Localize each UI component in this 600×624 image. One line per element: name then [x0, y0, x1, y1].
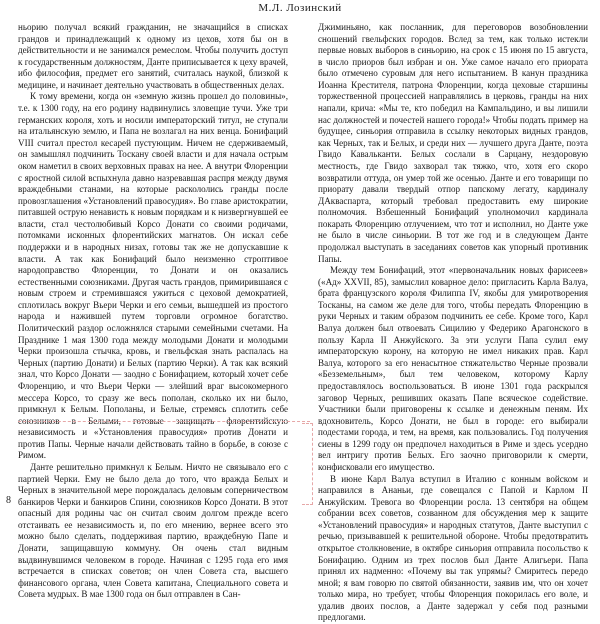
- right-paragraph-2: Между тем Бонифаций, этот «первоначальник новых фарисеев» («Ад» XXVII, 85), замыслил коварное дело: пригласить Карла Валуа, брата французского короля Филиппа IV, якобы для умиротворения Тосканы, на самом же деле для того, чтобы передать Флоренцию в руки Черных и таким образом подчинить ее себе. Кроме того, Карл Валуа должен был отвоевать Сицилию у Федерико Арагонского в пользу Карла II Анжуйского. За эти услуги Папа сулил ему императорскую корону, на которую не имел никаких прав. Карл Валуа, которого за его ненасытное стяжательство Черные прозвали «Безземельным», был тем человеком, которому Карлу предоставлялось воспользоваться. В июне 1301 года раскрылся заговор Черных, решивших оказать Папе всяческое содействие. Участники были приговорены к ссылке и денежным пеням. Их вдохновитель, Корсо Донати, не был в городе: его выбирали подестами города, и тем, на время, как пользовались. Год получения сиены в 1299 году он предпочел находиться в Риме и здесь усердно вел интригу против Белых. Его заочно приговорили к смерти, конфисковали его имущество.: [318, 265, 588, 472]
- running-header: М.Л. Лозинский: [258, 2, 342, 14]
- left-column: [18, 22, 288, 600]
- page-number: 8: [6, 495, 11, 506]
- left-paragraph-1: ньорию получал всякий гражданин, не значащийся в списках грандов и принадлежащий к одному из цехов, хотя бы он в действительности и не занимался ремеслом. Чтобы получить доступ к государственным должностям, Данте приписывается к цеху врачей, ибо философия, предмет его занятий, считалась наукой, близкой к медицине, и начинает деятельно участвовать в общественных делах.: [18, 22, 288, 90]
- selection-outline-right: [302, 423, 313, 505]
- right-paragraph-3: В июне Карл Валуа вступил в Италию с конным войском и направился в Ананьи, где совещался с Папой и Карлом II Анжуйским. Тревога во Флоренции росла. 13 сентября на общем собрании всех советов, созванном для обсуждения мер к защите «Установлений правосудия» и народных статутов, Данте выступил с речью, призывавшей к решительной обороне. Чтобы предотвратить открытое столкновение, в октябре синьория отправила посольство к Бонифацию. Одним из трех послов был Данте Алигьери. Папа принял их надменно: «Почему вы так упрямы? Смиритесь передо мной; я вам говорю по святой обязанности, заявив им, что он хочет только мира, но требует, чтобы Флоренция покорилась его воле, и удалив двоих послов, а Данте задержал у себя под разными предлогами.: [318, 473, 588, 623]
- right-column: [318, 22, 588, 623]
- selection-outline-top: [18, 421, 310, 422]
- left-paragraph-3: Данте решительно примкнул к Белым. Ничто не связывало его с партией Черки. Ему не было дела до того, что вражда Белых и Черных в значительной мере порождалась деловым соперничеством банкиров Черки и банкиров Спини, союзников Корсо Донати. В этот опасный для родины час он считал своим долгом прежде всего отстаивать ее независимость и, по его мнению, вернее всего это можно было сделать, поддерживая партию, враждебную Папе и Донати, защищавшую коммуну. Он очень стал видным выдвинувшимся человеком в городе. Начиная с 1295 года его имя встречается в списках советов; он член Совета ста, высшего финансового органа, член Совета капитана, Специального совета и Совета мудрых. В мае 1300 года он был отправлен в Сан-: [18, 461, 288, 600]
- right-paragraph-1: Джиминьяно, как посланник, для переговоров возобновлении сношений гвельфских городов. Вслед за тем, как только истекли первые новых выборов в синьорию, на срок с 15 июня по 15 августа, в число приоров был избран и он. Уже самое начало его приората было отмечено суровым для него испытанием. В канун праздника Иоанна Крестителя, патрона Флоренции, когда цеховые старшины торжественной процессией направлялись в церковь, гранды на них напали, крича: «Мы те, кто победил на Кампальдино, и вы лишили нас должностей и почестей нашего города!» Чтобы подать пример на будущее, синьория отправила в ссылку некоторых видных грандов, как Черных, так и Белых, и среди них — лучшего друга Данте, поэта Гвидо Кавальканти. Белых сослали в Сарцану, нездоровую местность, где Гвидо захворал так тяжко, что, хотя его скоро возвратили оттуда, он умер той же осенью. Данте и его товарищи по приорату давали твердый отпор папскому легату, кардиналу ДАкваспарта, который требовал предоставить ему широкие полномочия. Взбешенный Бонифаций уполномочил кардинала покарать Флоренцию отлучением, что тот и исполнил, но Данте уже не было в числе синьории. В тот же год и в следующем Данте продолжал выступать в заседаниях советов как упорный противник Папы.: [318, 22, 588, 264]
- left-paragraph-2: К тому времени, когда он «земную жизнь прошел до половины», т.е. к 1300 году, на его родину надвинулись зловещие тучи. Уже три германских короля, хоть и носили императорский титул, не ступали на итальянскую землю, и Папа не возлагал на них венца. Бонифаций VIII считал престол кесарей пустующим. Ничем не сдерживаемый, он замышлял подчинить Тоскану своей власти и для начала острым оком наметил в своих верховных правах на нее. А внутри Флоренции с яростной силой вспыхнула давно назревавшая распря между двумя враждебными станами, на которые раскололись гранды после провозглашения «Установлений правосудия». Во главе аристократии, питавшей острую ненависть к новым порядкам и к низвергнувшей ее власти, стал честолюбивый Корсо Донати со своими родичами, потомками исконных флорентийских магнатов. Он искал себе поддержки и в народных низах, готовы так же не допускавшие к власти. А так как Бонифаций было неизменно строптивое народоправство Флоренции, то Донати и он оказались естественными союзниками. Другая часть грандов, примирившаяся с новым строем и стремившаяся ужиться с цеховой демократией, сплотилась вокруг Вьери Черки и его семьи, вышедшей из простого народа и нажившей путем торговли огромное богатство. Политический раздор осложнялся старыми семейными счетами. На Празднике 1 мая 1300 года между молодыми Донати и молодыми Черки произошла стычка, кровь, и гвельфская знать распалась на Черных (партию Донати) и Белых (партию Черки). А так как всякий знал, что Корсо Донати — заодно с Бонифацием, который хочет себе Флоренцию, и что Вьери Черки — злейший враг высокомерного мессера Корсо, то сразу же весь пополан, сколько их ни было, примкнул к Белым. Пополаны, и Белые, стремясь сплотить себе союзников в Белыми, готовые защищать флорентийскую независимость и «Установления правосудия» против Донати и против Папы. Черные начали действовать тайно в борьбе, в союзе с Римом.: [18, 91, 288, 461]
